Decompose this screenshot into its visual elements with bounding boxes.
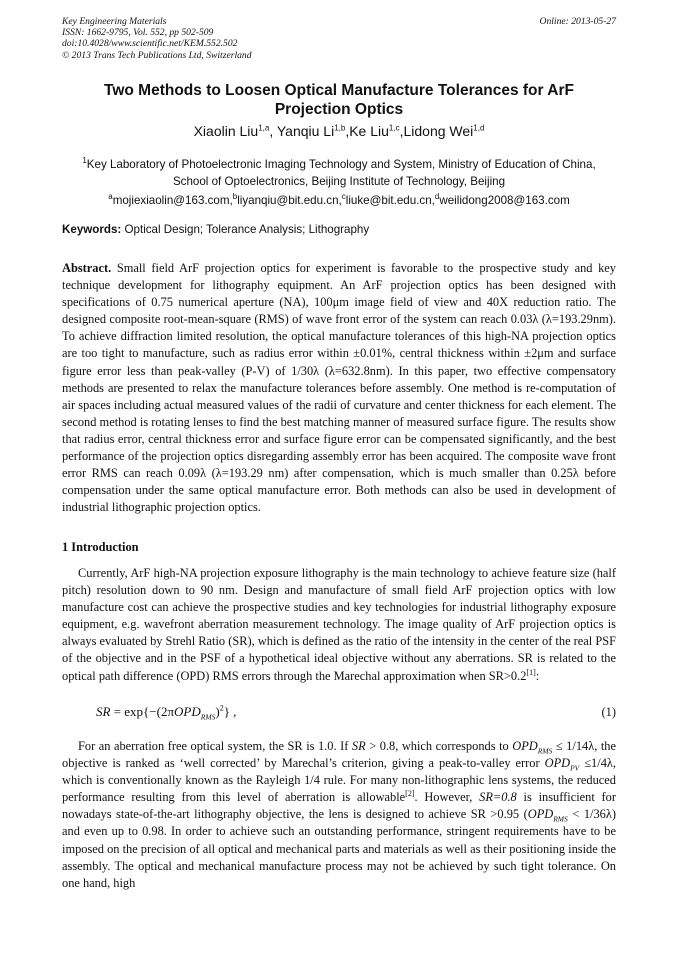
equation-1 xyxy=(96,703,616,721)
doi-line: doi:10.4028/www.scientific.net/KEM.552.502 xyxy=(62,38,238,50)
journal-header xyxy=(62,16,616,61)
author-separator: , xyxy=(269,123,277,139)
author-name: Yanqiu Li xyxy=(276,123,335,139)
para-text: . However, xyxy=(414,790,480,805)
citation: [2] xyxy=(405,789,415,799)
paper-title xyxy=(62,81,616,119)
para-text: is insufficient for nowadays state-of-the-art lithography objective, the lens is designed to achieve SR >0.95 ( xyxy=(62,790,616,822)
abstract xyxy=(62,260,616,516)
para-text: ≤1/4λ, which is conventionally known as the Rayleigh 1/4 rule. For many non-lithographic lens systems, the reduced performance resulting from this level of aberration is allowable xyxy=(62,756,616,805)
email-address: mojiexiaolin@163.com, xyxy=(112,194,233,207)
email-address: liuke@bit.edu.cn, xyxy=(345,194,435,207)
para-text: < 1/36λ) and even up to 0.98. In order to achieve such an outstanding performance, stringent requirements have to be imposed on the precision of all optical and mechanical parts and materials as well as their positioning inside the assembly. The optical and mechanical manufacture process may not be achieved by such tight tolerance. On one hand, high xyxy=(62,807,616,890)
title-line-1: Two Methods to Loosen Optical Manufacture Tolerances for ArF xyxy=(104,82,574,99)
math-subscript: PV xyxy=(570,763,580,773)
issn-line: ISSN: 1662-9795, Vol. 552, pp 502-509 xyxy=(62,27,214,39)
email-mark: d xyxy=(434,192,440,202)
email-address: liyanqiu@bit.edu.cn, xyxy=(237,194,342,207)
email-mark: b xyxy=(232,192,238,202)
journal-name: Key Engineering Materials xyxy=(62,16,167,27)
para-text: For an aberration free optical system, the SR is 1.0. If xyxy=(78,739,352,753)
intro-paragraph-2 xyxy=(62,738,616,892)
online-date: Online: 2013-05-27 xyxy=(539,16,616,27)
math-opd: OPD xyxy=(527,807,554,822)
author-affiliation-mark: 1,a xyxy=(258,123,270,133)
intro-text: Currently, ArF high-NA projection exposure lithography is the main technology to achieve feature size (half pitch) resolution down to 90 nm. Design and manufacture of small field ArF projection optics with low manufacture cost can achieve the prospective studies and key technologies for industrial lithography exposure equipment, e.g. wavefront aberration measurement technology. The image quality of ArF projection optics is always evaluated by Strehl Ratio (SR), which is defined as the ratio of the intensity in the center of the real PSF of the objective and in the PSF of a hypothetical ideal objective without any aberrations. SR is related to the optical path difference (OPD) RMS errors through the Marechal approximation when SR>0.2 xyxy=(62,566,617,683)
math-subscript: RMS xyxy=(537,746,553,756)
intro-paragraph-1 xyxy=(62,565,616,685)
title-line-2: Projection Optics xyxy=(274,101,404,118)
author-affiliation-mark: 1,c xyxy=(388,123,400,133)
equation-subscript: RMS xyxy=(200,712,216,722)
affiliation-line-2: School of Optoelectronics, Beijing Institute of Technology, Beijing xyxy=(172,175,506,188)
author-affiliation-mark: 1,d xyxy=(473,123,485,133)
copyright-line: © 2013 Trans Tech Publications Ltd, Switzerland xyxy=(62,49,252,61)
affiliation-mark: 1 xyxy=(82,156,87,166)
author-list xyxy=(62,122,616,140)
author-name: Ke Liu xyxy=(349,123,389,139)
abstract-label: Abstract. xyxy=(62,261,112,275)
para-text: > 0.8, which corresponds to xyxy=(365,739,513,753)
math-sr: SR=0.8 xyxy=(479,790,517,805)
equation-rhs: ) xyxy=(215,704,220,719)
keywords-label: Keywords: xyxy=(62,223,122,236)
email-mark: a xyxy=(108,192,113,202)
para-text: ≤ 1/14λ, the objective is ranked as ‘well corrected’ by Marechal’s criterion, giving a peak-to-valley error xyxy=(62,739,616,771)
keywords-text: Optical Design; Tolerance Analysis; Lithography xyxy=(121,223,370,236)
math-opd: OPD xyxy=(512,739,538,753)
author-separator: , xyxy=(399,123,404,139)
equation-rhs: = exp{−(2π xyxy=(110,704,175,719)
abstract-text: Small field ArF projection optics for experiment is favorable to the prospective study and key technique development for lithography equipment. An ArF projection optics has been designed with specifications of 0.75 numerical aperture (NA), 100μm image field of view and 40X reduction ratio. The designed composite root-mean-square (RMS) of wave front error of the system can reach 0.03λ (λ=193.29nm). To achieve diffraction limited resolution, the optical manufacture tolerances of this high-NA projection optics are too tight to manufacture, such as radius error within ±0.01%, central thickness within ±2μm and surface figure error less than peak-valley (P-V) of 1/30λ (λ=632.8nm). In this paper, two effective compensatory methods are presented to relax the manufacture tolerances before assembly. One method is re-computation of air spaces including actual measured values of the radii of curvature and center thickness for each element. The second method is rotating lenses to find the best matching manner of measured surface figure. The results show that radius error, central thickness error and surface figure error can be compensated significantly, and the best performance of the projection optics disregarding assembly error has been acquired. The composite wave front error RMS can reach 0.09λ (λ=193.29 nm) after compensation, which is much smaller than 0.25λ before compensation under the same optical manufacture error. Both methods can also be used in development of industrial lithographic projection optics. xyxy=(62,261,616,515)
equation-lhs: SR xyxy=(96,704,111,719)
author-name: Lidong Wei xyxy=(403,123,474,139)
author-separator: , xyxy=(345,123,350,139)
author-affiliation-mark: 1,b xyxy=(334,123,346,133)
math-sr: SR xyxy=(351,739,366,753)
email-list xyxy=(62,193,616,208)
equation-rhs: } , xyxy=(223,704,237,719)
equation-exponent: 2 xyxy=(219,703,224,713)
math-opd: OPD xyxy=(544,756,571,771)
citation: [1] xyxy=(526,667,536,677)
author-name: Xiaolin Liu xyxy=(193,123,259,139)
email-address: weilidong2008@163.com xyxy=(439,194,570,207)
keywords xyxy=(62,222,616,237)
math-subscript: RMS xyxy=(553,814,568,824)
equation-number: (1) xyxy=(601,705,616,719)
email-mark: c xyxy=(341,192,346,202)
section-heading: 1 Introduction xyxy=(62,540,139,554)
equation-opd: OPD xyxy=(174,704,201,719)
intro-text-end: : xyxy=(535,668,540,683)
affiliation-line-1: Key Laboratory of Photoelectronic Imaging Technology and System, Ministry of Education of China, xyxy=(86,158,596,171)
affiliation xyxy=(62,156,616,190)
